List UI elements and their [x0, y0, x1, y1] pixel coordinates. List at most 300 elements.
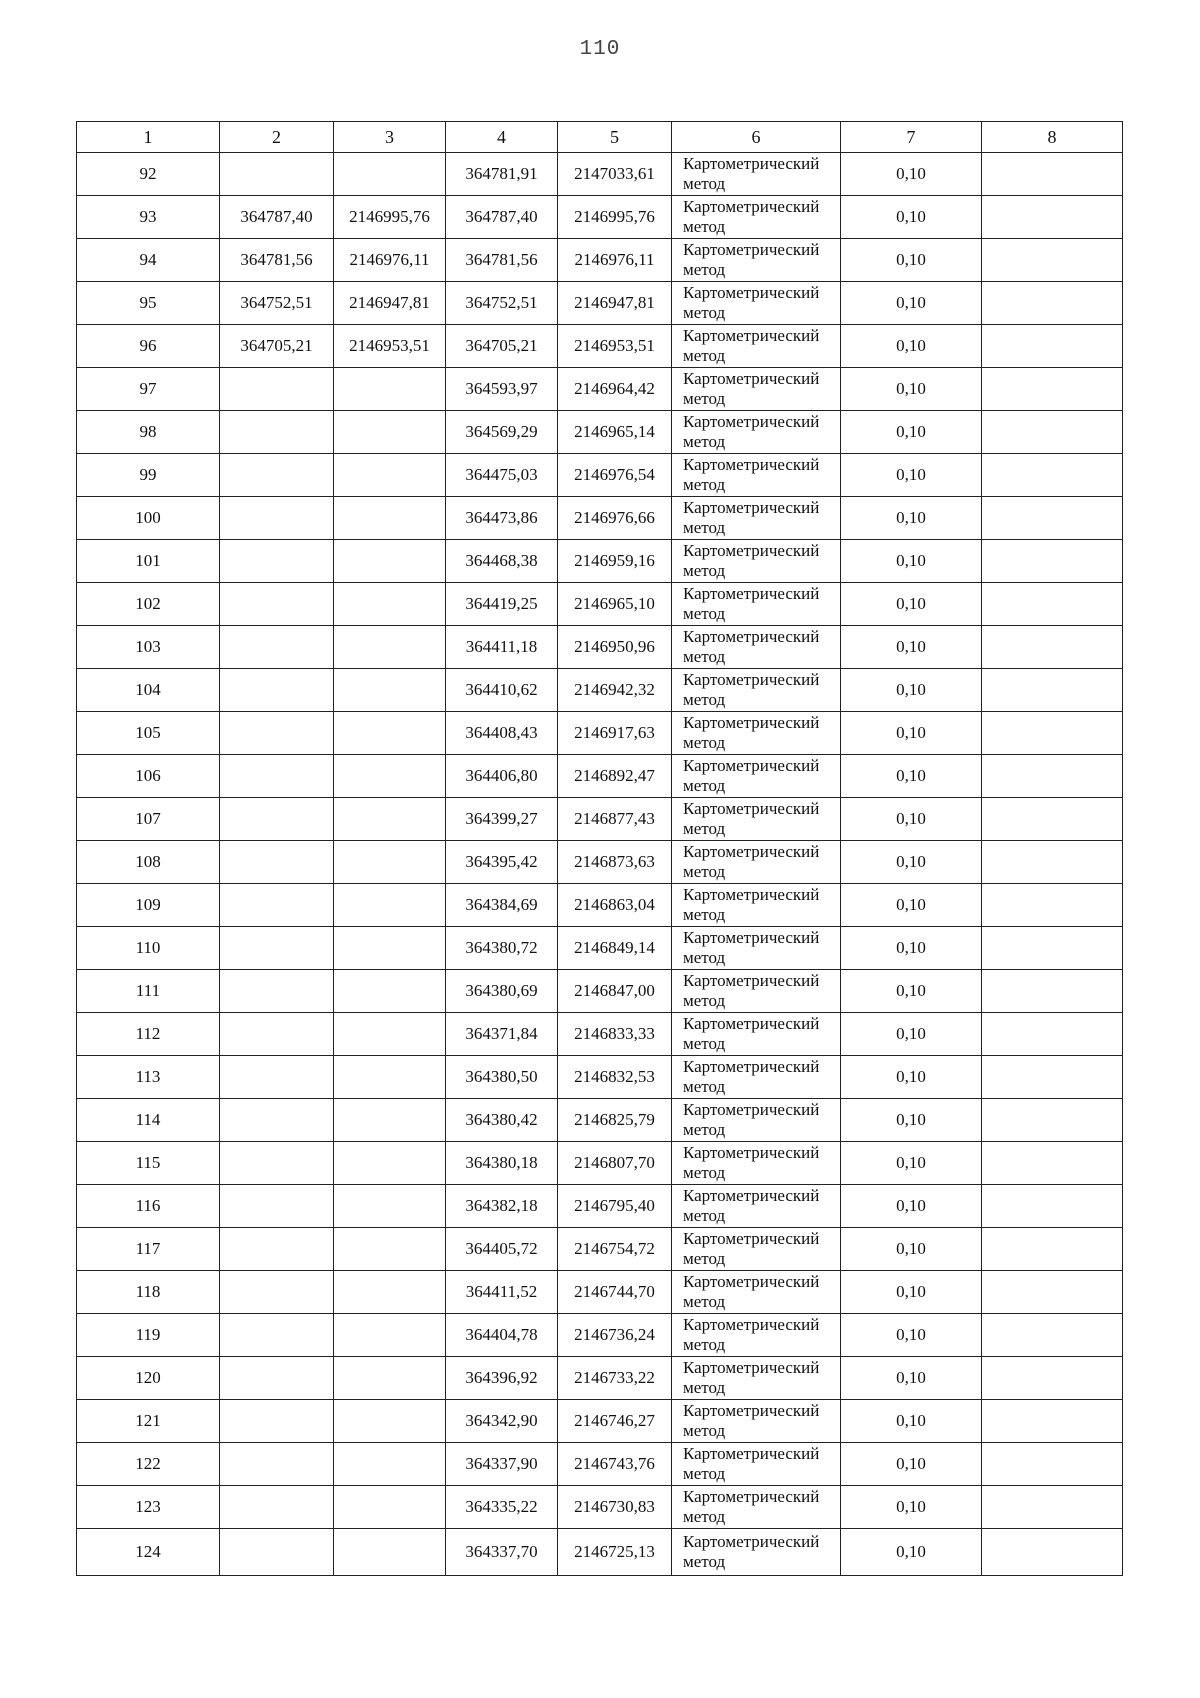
accuracy-cell: 0,10: [841, 841, 982, 884]
table-row: [77, 153, 1123, 196]
method-cell: Картометрический метод: [672, 798, 841, 841]
table-row: [77, 454, 1123, 497]
method-cell: Картометрический метод: [672, 970, 841, 1013]
column-header-7: 7: [841, 122, 982, 153]
description-cell: [982, 1013, 1123, 1056]
y-previous-cell: [334, 884, 446, 927]
table-row: [77, 712, 1123, 755]
x-cell: 364593,97: [446, 368, 558, 411]
point-number-cell: 106: [77, 755, 220, 798]
y-cell: 2146849,14: [558, 927, 672, 970]
x-previous-cell: [220, 1529, 334, 1576]
y-previous-cell: [334, 669, 446, 712]
column-header-2: 2: [220, 122, 334, 153]
point-number-cell: 118: [77, 1271, 220, 1314]
point-number-cell: 115: [77, 1142, 220, 1185]
method-cell: Картометрический метод: [672, 540, 841, 583]
method-cell: Картометрический метод: [672, 454, 841, 497]
description-cell: [982, 239, 1123, 282]
y-previous-cell: [334, 1529, 446, 1576]
accuracy-cell: 0,10: [841, 325, 982, 368]
y-cell: 2146847,00: [558, 970, 672, 1013]
accuracy-cell: 0,10: [841, 368, 982, 411]
x-previous-cell: [220, 540, 334, 583]
method-cell: Картометрический метод: [672, 325, 841, 368]
x-previous-cell: 364752,51: [220, 282, 334, 325]
x-previous-cell: [220, 841, 334, 884]
description-cell: [982, 1271, 1123, 1314]
accuracy-cell: 0,10: [841, 454, 982, 497]
point-number-cell: 98: [77, 411, 220, 454]
y-cell: 2146877,43: [558, 798, 672, 841]
accuracy-cell: 0,10: [841, 669, 982, 712]
column-header-8: 8: [982, 122, 1123, 153]
y-cell: 2146833,33: [558, 1013, 672, 1056]
column-header-6: 6: [672, 122, 841, 153]
y-previous-cell: 2146953,51: [334, 325, 446, 368]
table-row: [77, 1056, 1123, 1099]
x-previous-cell: [220, 454, 334, 497]
x-previous-cell: [220, 1271, 334, 1314]
y-cell: 2146873,63: [558, 841, 672, 884]
table-row: [77, 1099, 1123, 1142]
x-previous-cell: [220, 1185, 334, 1228]
y-previous-cell: 2146995,76: [334, 196, 446, 239]
point-number-cell: 103: [77, 626, 220, 669]
table-row: [77, 196, 1123, 239]
x-cell: 364380,72: [446, 927, 558, 970]
point-number-cell: 102: [77, 583, 220, 626]
y-previous-cell: [334, 1228, 446, 1271]
y-previous-cell: [334, 368, 446, 411]
x-previous-cell: [220, 884, 334, 927]
point-number-cell: 113: [77, 1056, 220, 1099]
y-previous-cell: [334, 1013, 446, 1056]
description-cell: [982, 1185, 1123, 1228]
y-cell: 2146965,14: [558, 411, 672, 454]
point-number-cell: 116: [77, 1185, 220, 1228]
x-previous-cell: 364787,40: [220, 196, 334, 239]
y-cell: 2147033,61: [558, 153, 672, 196]
x-previous-cell: [220, 1142, 334, 1185]
description-cell: [982, 755, 1123, 798]
table-row: [77, 1443, 1123, 1486]
y-cell: 2146744,70: [558, 1271, 672, 1314]
accuracy-cell: 0,10: [841, 1056, 982, 1099]
x-cell: 364382,18: [446, 1185, 558, 1228]
point-number-cell: 108: [77, 841, 220, 884]
y-previous-cell: [334, 970, 446, 1013]
x-cell: 364380,18: [446, 1142, 558, 1185]
description-cell: [982, 540, 1123, 583]
x-previous-cell: [220, 1400, 334, 1443]
accuracy-cell: 0,10: [841, 153, 982, 196]
method-cell: Картометрический метод: [672, 927, 841, 970]
accuracy-cell: 0,10: [841, 1099, 982, 1142]
description-cell: [982, 325, 1123, 368]
accuracy-cell: 0,10: [841, 1013, 982, 1056]
accuracy-cell: 0,10: [841, 798, 982, 841]
y-cell: 2146942,32: [558, 669, 672, 712]
x-cell: 364404,78: [446, 1314, 558, 1357]
y-cell: 2146733,22: [558, 1357, 672, 1400]
point-number-cell: 109: [77, 884, 220, 927]
x-previous-cell: [220, 368, 334, 411]
x-cell: 364411,18: [446, 626, 558, 669]
method-cell: Картометрический метод: [672, 1271, 841, 1314]
x-cell: 364705,21: [446, 325, 558, 368]
accuracy-cell: 0,10: [841, 1400, 982, 1443]
coordinates-table-container: [76, 121, 1122, 1576]
y-cell: 2146730,83: [558, 1486, 672, 1529]
description-cell: [982, 798, 1123, 841]
description-cell: [982, 970, 1123, 1013]
point-number-cell: 94: [77, 239, 220, 282]
y-previous-cell: [334, 841, 446, 884]
accuracy-cell: 0,10: [841, 411, 982, 454]
page-number: 110: [579, 38, 621, 61]
description-cell: [982, 1443, 1123, 1486]
x-cell: 364384,69: [446, 884, 558, 927]
accuracy-cell: 0,10: [841, 884, 982, 927]
table-header-row: [77, 122, 1123, 153]
description-cell: [982, 626, 1123, 669]
y-previous-cell: [334, 1099, 446, 1142]
point-number-cell: 97: [77, 368, 220, 411]
column-header-3: 3: [334, 122, 446, 153]
method-cell: Картометрический метод: [672, 1228, 841, 1271]
table-row: [77, 1228, 1123, 1271]
point-number-cell: 101: [77, 540, 220, 583]
table-row: [77, 540, 1123, 583]
y-cell: 2146754,72: [558, 1228, 672, 1271]
x-previous-cell: [220, 1443, 334, 1486]
point-number-cell: 117: [77, 1228, 220, 1271]
description-cell: [982, 1056, 1123, 1099]
table-body: [77, 153, 1123, 1576]
point-number-cell: 99: [77, 454, 220, 497]
table-row: [77, 1529, 1123, 1576]
x-cell: 364380,69: [446, 970, 558, 1013]
x-previous-cell: [220, 927, 334, 970]
y-previous-cell: [334, 497, 446, 540]
y-cell: 2146950,96: [558, 626, 672, 669]
point-number-cell: 124: [77, 1529, 220, 1576]
y-previous-cell: [334, 153, 446, 196]
accuracy-cell: 0,10: [841, 1142, 982, 1185]
table-row: [77, 1185, 1123, 1228]
accuracy-cell: 0,10: [841, 1443, 982, 1486]
method-cell: Картометрический метод: [672, 411, 841, 454]
x-cell: 364342,90: [446, 1400, 558, 1443]
y-previous-cell: [334, 583, 446, 626]
accuracy-cell: 0,10: [841, 239, 982, 282]
method-cell: Картометрический метод: [672, 282, 841, 325]
y-cell: 2146965,10: [558, 583, 672, 626]
point-number-cell: 93: [77, 196, 220, 239]
table-row: [77, 1142, 1123, 1185]
method-cell: Картометрический метод: [672, 841, 841, 884]
accuracy-cell: 0,10: [841, 626, 982, 669]
method-cell: Картометрический метод: [672, 153, 841, 196]
y-cell: 2146995,76: [558, 196, 672, 239]
x-cell: 364405,72: [446, 1228, 558, 1271]
accuracy-cell: 0,10: [841, 970, 982, 1013]
y-previous-cell: [334, 411, 446, 454]
y-previous-cell: [334, 1056, 446, 1099]
method-cell: Картометрический метод: [672, 1142, 841, 1185]
accuracy-cell: 0,10: [841, 712, 982, 755]
description-cell: [982, 1486, 1123, 1529]
point-number-cell: 121: [77, 1400, 220, 1443]
method-cell: Картометрический метод: [672, 1443, 841, 1486]
x-cell: 364406,80: [446, 755, 558, 798]
accuracy-cell: 0,10: [841, 1185, 982, 1228]
description-cell: [982, 1228, 1123, 1271]
x-cell: 364410,62: [446, 669, 558, 712]
x-previous-cell: [220, 1056, 334, 1099]
table-row: [77, 927, 1123, 970]
accuracy-cell: 0,10: [841, 755, 982, 798]
description-cell: [982, 454, 1123, 497]
y-cell: 2146964,42: [558, 368, 672, 411]
point-number-cell: 119: [77, 1314, 220, 1357]
y-cell: 2146743,76: [558, 1443, 672, 1486]
y-previous-cell: 2146947,81: [334, 282, 446, 325]
point-number-cell: 96: [77, 325, 220, 368]
method-cell: Картометрический метод: [672, 1400, 841, 1443]
description-cell: [982, 884, 1123, 927]
y-cell: 2146863,04: [558, 884, 672, 927]
y-previous-cell: [334, 1142, 446, 1185]
method-cell: Картометрический метод: [672, 583, 841, 626]
point-number-cell: 92: [77, 153, 220, 196]
y-previous-cell: [334, 1271, 446, 1314]
description-cell: [982, 1142, 1123, 1185]
point-number-cell: 111: [77, 970, 220, 1013]
description-cell: [982, 712, 1123, 755]
y-cell: 2146795,40: [558, 1185, 672, 1228]
point-number-cell: 122: [77, 1443, 220, 1486]
x-previous-cell: [220, 153, 334, 196]
y-previous-cell: [334, 454, 446, 497]
y-cell: 2146832,53: [558, 1056, 672, 1099]
y-previous-cell: [334, 712, 446, 755]
y-cell: 2146953,51: [558, 325, 672, 368]
x-cell: 364468,38: [446, 540, 558, 583]
x-cell: 364408,43: [446, 712, 558, 755]
accuracy-cell: 0,10: [841, 540, 982, 583]
x-cell: 364396,92: [446, 1357, 558, 1400]
y-cell: 2146959,16: [558, 540, 672, 583]
x-cell: 364569,29: [446, 411, 558, 454]
description-cell: [982, 196, 1123, 239]
point-number-cell: 114: [77, 1099, 220, 1142]
point-number-cell: 110: [77, 927, 220, 970]
x-previous-cell: 364705,21: [220, 325, 334, 368]
y-cell: 2146947,81: [558, 282, 672, 325]
x-cell: 364337,70: [446, 1529, 558, 1576]
point-number-cell: 112: [77, 1013, 220, 1056]
y-cell: 2146736,24: [558, 1314, 672, 1357]
x-cell: 364781,91: [446, 153, 558, 196]
description-cell: [982, 1099, 1123, 1142]
accuracy-cell: 0,10: [841, 1529, 982, 1576]
y-cell: 2146976,11: [558, 239, 672, 282]
y-previous-cell: [334, 1314, 446, 1357]
method-cell: Картометрический метод: [672, 884, 841, 927]
x-cell: 364335,22: [446, 1486, 558, 1529]
table-row: [77, 884, 1123, 927]
description-cell: [982, 927, 1123, 970]
x-cell: 364781,56: [446, 239, 558, 282]
accuracy-cell: 0,10: [841, 1486, 982, 1529]
point-number-cell: 95: [77, 282, 220, 325]
x-cell: 364473,86: [446, 497, 558, 540]
table-row: [77, 1400, 1123, 1443]
method-cell: Картометрический метод: [672, 1185, 841, 1228]
method-cell: Картометрический метод: [672, 1529, 841, 1576]
table-row: [77, 583, 1123, 626]
x-cell: 364419,25: [446, 583, 558, 626]
y-cell: 2146825,79: [558, 1099, 672, 1142]
description-cell: [982, 282, 1123, 325]
point-number-cell: 100: [77, 497, 220, 540]
accuracy-cell: 0,10: [841, 282, 982, 325]
y-cell: 2146892,47: [558, 755, 672, 798]
y-cell: 2146807,70: [558, 1142, 672, 1185]
y-cell: 2146746,27: [558, 1400, 672, 1443]
y-previous-cell: [334, 1443, 446, 1486]
description-cell: [982, 1357, 1123, 1400]
column-header-4: 4: [446, 122, 558, 153]
method-cell: Картометрический метод: [672, 755, 841, 798]
table-row: [77, 626, 1123, 669]
table-row: [77, 1013, 1123, 1056]
y-cell: 2146725,13: [558, 1529, 672, 1576]
accuracy-cell: 0,10: [841, 1357, 982, 1400]
table-row: [77, 239, 1123, 282]
description-cell: [982, 1400, 1123, 1443]
x-previous-cell: [220, 1486, 334, 1529]
method-cell: Картометрический метод: [672, 1056, 841, 1099]
x-cell: 364475,03: [446, 454, 558, 497]
point-number-cell: 123: [77, 1486, 220, 1529]
table-row: [77, 282, 1123, 325]
x-previous-cell: [220, 755, 334, 798]
x-previous-cell: [220, 411, 334, 454]
accuracy-cell: 0,10: [841, 1314, 982, 1357]
method-cell: Картометрический метод: [672, 368, 841, 411]
y-cell: 2146917,63: [558, 712, 672, 755]
y-cell: 2146976,66: [558, 497, 672, 540]
point-number-cell: 107: [77, 798, 220, 841]
accuracy-cell: 0,10: [841, 1271, 982, 1314]
table-row: [77, 669, 1123, 712]
x-cell: 364752,51: [446, 282, 558, 325]
y-cell: 2146976,54: [558, 454, 672, 497]
table-row: [77, 1271, 1123, 1314]
x-previous-cell: [220, 712, 334, 755]
x-cell: 364337,90: [446, 1443, 558, 1486]
x-cell: 364371,84: [446, 1013, 558, 1056]
x-previous-cell: [220, 1099, 334, 1142]
table-header: [77, 122, 1123, 153]
x-previous-cell: 364781,56: [220, 239, 334, 282]
accuracy-cell: 0,10: [841, 1228, 982, 1271]
table-row: [77, 1486, 1123, 1529]
point-number-cell: 105: [77, 712, 220, 755]
y-previous-cell: [334, 1400, 446, 1443]
description-cell: [982, 368, 1123, 411]
x-cell: 364399,27: [446, 798, 558, 841]
coordinates-table: [76, 121, 1123, 1576]
accuracy-cell: 0,10: [841, 497, 982, 540]
x-previous-cell: [220, 1228, 334, 1271]
x-cell: 364380,42: [446, 1099, 558, 1142]
table-row: [77, 497, 1123, 540]
y-previous-cell: [334, 755, 446, 798]
x-previous-cell: [220, 669, 334, 712]
description-cell: [982, 1314, 1123, 1357]
description-cell: [982, 841, 1123, 884]
x-previous-cell: [220, 497, 334, 540]
y-previous-cell: [334, 540, 446, 583]
column-header-1: 1: [77, 122, 220, 153]
point-number-cell: 120: [77, 1357, 220, 1400]
method-cell: Картометрический метод: [672, 1486, 841, 1529]
x-cell: 364395,42: [446, 841, 558, 884]
description-cell: [982, 153, 1123, 196]
description-cell: [982, 669, 1123, 712]
column-header-5: 5: [558, 122, 672, 153]
table-row: [77, 368, 1123, 411]
method-cell: Картометрический метод: [672, 497, 841, 540]
description-cell: [982, 583, 1123, 626]
x-cell: 364411,52: [446, 1271, 558, 1314]
y-previous-cell: [334, 798, 446, 841]
table-row: [77, 841, 1123, 884]
accuracy-cell: 0,10: [841, 196, 982, 239]
x-previous-cell: [220, 798, 334, 841]
x-previous-cell: [220, 1314, 334, 1357]
table-row: [77, 1314, 1123, 1357]
description-cell: [982, 1529, 1123, 1576]
table-row: [77, 325, 1123, 368]
method-cell: Картометрический метод: [672, 669, 841, 712]
table-row: [77, 411, 1123, 454]
table-row: [77, 970, 1123, 1013]
y-previous-cell: [334, 626, 446, 669]
accuracy-cell: 0,10: [841, 583, 982, 626]
method-cell: Картометрический метод: [672, 1013, 841, 1056]
method-cell: Картометрический метод: [672, 1099, 841, 1142]
method-cell: Картометрический метод: [672, 1314, 841, 1357]
x-previous-cell: [220, 583, 334, 626]
y-previous-cell: [334, 1357, 446, 1400]
method-cell: Картометрический метод: [672, 626, 841, 669]
x-cell: 364787,40: [446, 196, 558, 239]
method-cell: Картометрический метод: [672, 239, 841, 282]
table-row: [77, 1357, 1123, 1400]
point-number-cell: 104: [77, 669, 220, 712]
accuracy-cell: 0,10: [841, 927, 982, 970]
description-cell: [982, 497, 1123, 540]
x-previous-cell: [220, 970, 334, 1013]
y-previous-cell: [334, 1486, 446, 1529]
x-cell: 364380,50: [446, 1056, 558, 1099]
x-previous-cell: [220, 1357, 334, 1400]
